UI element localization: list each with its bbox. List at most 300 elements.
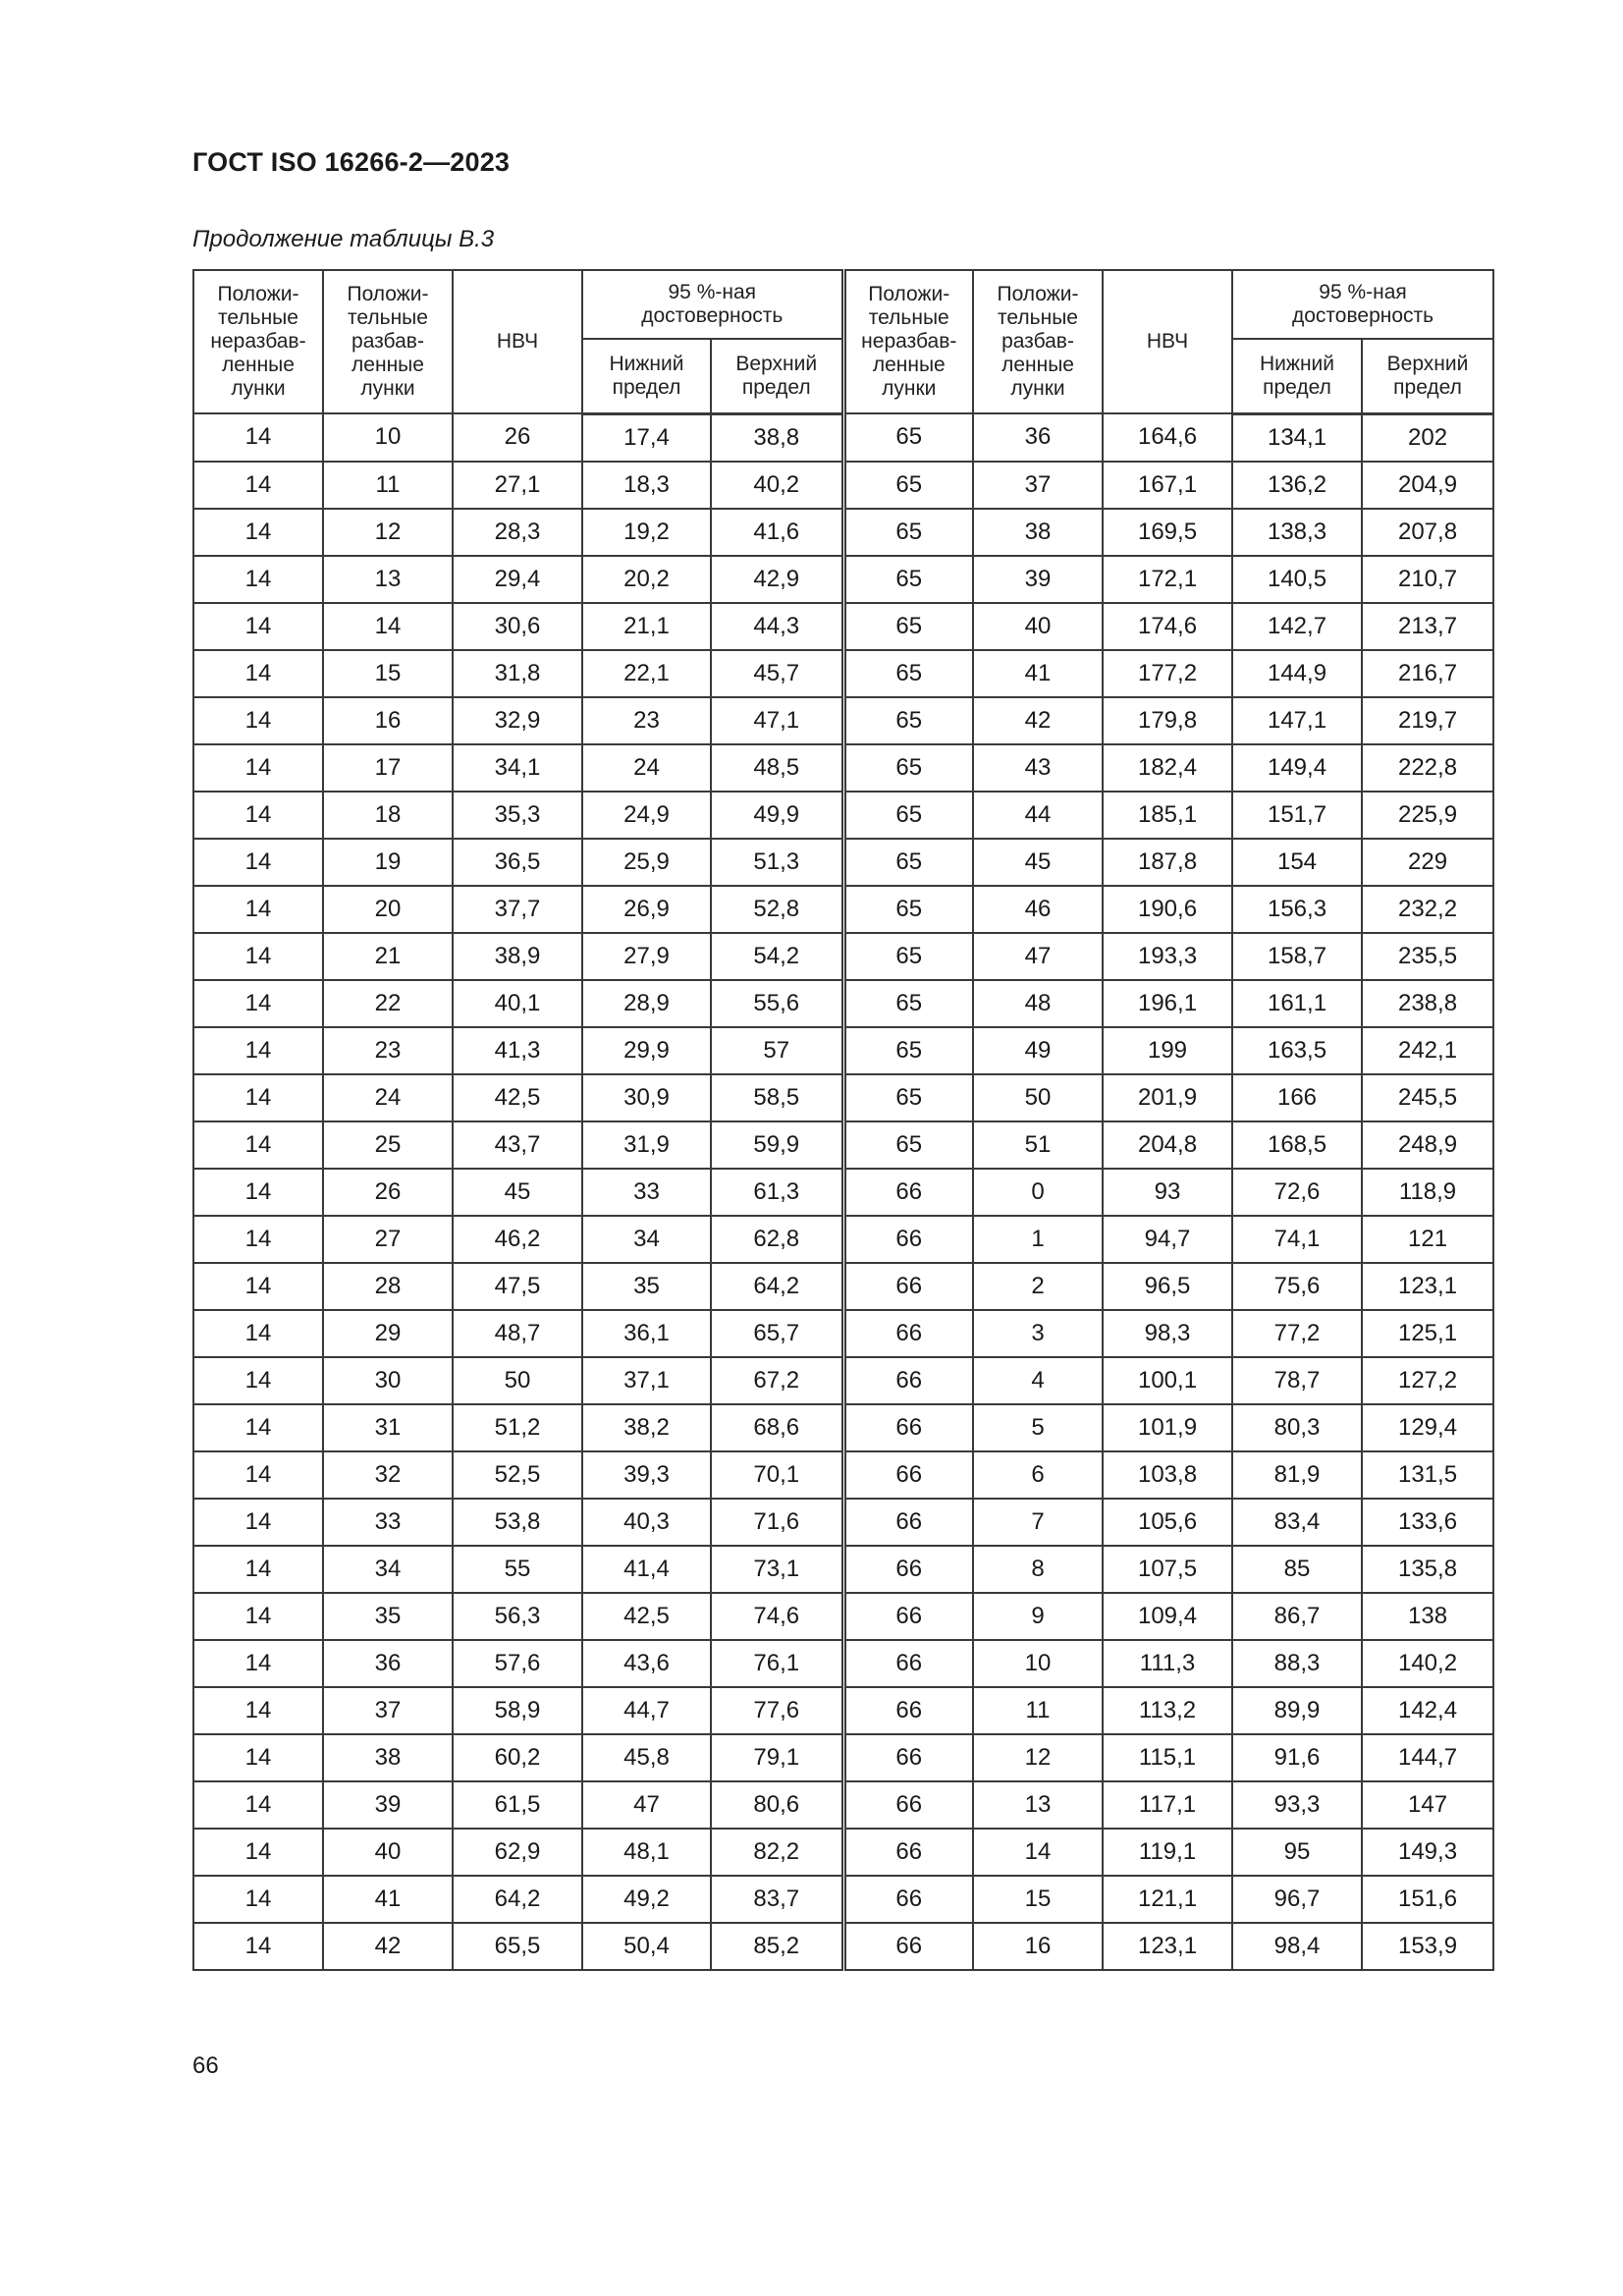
table-cell: 147,1 (1232, 697, 1362, 744)
table-cell: 140,2 (1362, 1640, 1493, 1687)
table-cell: 45 (453, 1169, 582, 1216)
table-cell: 65 (843, 980, 973, 1027)
table-cell: 49 (973, 1027, 1103, 1074)
table-cell: 133,6 (1362, 1499, 1493, 1546)
table-cell: 51,3 (711, 839, 843, 886)
table-cell: 39 (323, 1781, 453, 1829)
table-cell: 28 (323, 1263, 453, 1310)
table-cell: 31 (323, 1404, 453, 1451)
table-cell: 47,1 (711, 697, 843, 744)
table-cell: 47 (973, 933, 1103, 980)
table-cell: 15 (323, 650, 453, 697)
table-cell: 47,5 (453, 1263, 582, 1310)
table-row (193, 839, 1493, 886)
table-cell: 8 (973, 1546, 1103, 1593)
table-cell: 17 (323, 744, 453, 792)
table-cell: 210,7 (1362, 556, 1493, 603)
table-cell: 136,2 (1232, 462, 1362, 509)
table-cell: 43,7 (453, 1121, 582, 1169)
table-cell: 11 (973, 1687, 1103, 1734)
table-cell: 34,1 (453, 744, 582, 792)
table-cell: 50 (973, 1074, 1103, 1121)
table-cell: 77,2 (1232, 1310, 1362, 1357)
table-cell: 50 (453, 1357, 582, 1404)
table-cell: 232,2 (1362, 886, 1493, 933)
table-cell: 42 (323, 1923, 453, 1970)
table-cell: 62,8 (711, 1216, 843, 1263)
table-cell: 30,6 (453, 603, 582, 650)
table-cell: 66 (843, 1640, 973, 1687)
table-cell: 33 (582, 1169, 711, 1216)
table-cell: 75,6 (1232, 1263, 1362, 1310)
table-cell: 7 (973, 1499, 1103, 1546)
table-cell: 35 (582, 1263, 711, 1310)
table-cell: 1 (973, 1216, 1103, 1263)
table-cell: 14 (193, 556, 323, 603)
table-row (193, 1876, 1493, 1923)
header-upper-2: Верхний предел (1362, 339, 1493, 413)
table-row (193, 1027, 1493, 1074)
table-cell: 14 (193, 1263, 323, 1310)
table-row (193, 1593, 1493, 1640)
table-cell: 25 (323, 1121, 453, 1169)
table-cell: 190,6 (1103, 886, 1232, 933)
table-cell: 66 (843, 1923, 973, 1970)
table-cell: 14 (193, 603, 323, 650)
table-row (193, 1074, 1493, 1121)
table-cell: 14 (193, 839, 323, 886)
table-cell: 33 (323, 1499, 453, 1546)
table-cell: 14 (193, 462, 323, 509)
table-cell: 248,9 (1362, 1121, 1493, 1169)
table-cell: 216,7 (1362, 650, 1493, 697)
header-confidence: 95 %-ная достоверность (582, 270, 843, 339)
table-cell: 42,5 (453, 1074, 582, 1121)
table-cell: 144,9 (1232, 650, 1362, 697)
header-lower-2: Нижний предел (1232, 339, 1362, 413)
table-cell: 142,7 (1232, 603, 1362, 650)
table-cell: 158,7 (1232, 933, 1362, 980)
table-cell: 94,7 (1103, 1216, 1232, 1263)
table-cell: 44,7 (582, 1687, 711, 1734)
table-cell: 24 (323, 1074, 453, 1121)
table-cell: 117,1 (1103, 1781, 1232, 1829)
table-cell: 135,8 (1362, 1546, 1493, 1593)
table-cell: 177,2 (1103, 650, 1232, 697)
table-row (193, 556, 1493, 603)
table-cell: 66 (843, 1404, 973, 1451)
table-cell: 245,5 (1362, 1074, 1493, 1121)
table-cell: 29 (323, 1310, 453, 1357)
table-cell: 22,1 (582, 650, 711, 697)
table-cell: 25,9 (582, 839, 711, 886)
table-cell: 196,1 (1103, 980, 1232, 1027)
table-cell: 67,2 (711, 1357, 843, 1404)
table-cell: 49,9 (711, 792, 843, 839)
table-cell: 26 (323, 1169, 453, 1216)
table-cell: 37 (973, 462, 1103, 509)
table-row (193, 1687, 1493, 1734)
table-cell: 44 (973, 792, 1103, 839)
table-cell: 72,6 (1232, 1169, 1362, 1216)
table-row (193, 462, 1493, 509)
table-cell: 27,9 (582, 933, 711, 980)
table-cell: 27 (323, 1216, 453, 1263)
table-cell: 86,7 (1232, 1593, 1362, 1640)
table-cell: 127,2 (1362, 1357, 1493, 1404)
table-cell: 16 (323, 697, 453, 744)
table-cell: 93 (1103, 1169, 1232, 1216)
table-cell: 70,1 (711, 1451, 843, 1499)
table-cell: 65 (843, 556, 973, 603)
table-row (193, 980, 1493, 1027)
table-cell: 164,6 (1103, 413, 1232, 462)
table-cell: 48,1 (582, 1829, 711, 1876)
table-cell: 161,1 (1232, 980, 1362, 1027)
table-cell: 121,1 (1103, 1876, 1232, 1923)
table-cell: 131,5 (1362, 1451, 1493, 1499)
table-cell: 32 (323, 1451, 453, 1499)
table-cell: 28,3 (453, 509, 582, 556)
table-cell: 14 (193, 1121, 323, 1169)
table-cell: 149,3 (1362, 1829, 1493, 1876)
mpn-table (192, 269, 1494, 1971)
table-cell: 54,2 (711, 933, 843, 980)
table-cell: 31,8 (453, 650, 582, 697)
table-cell: 41,6 (711, 509, 843, 556)
table-cell: 14 (193, 1687, 323, 1734)
table-cell: 51,2 (453, 1404, 582, 1451)
table-cell: 58,5 (711, 1074, 843, 1121)
table-cell: 199 (1103, 1027, 1232, 1074)
table-cell: 66 (843, 1216, 973, 1263)
table-header (193, 270, 1493, 413)
table-row (193, 697, 1493, 744)
table-cell: 14 (193, 1169, 323, 1216)
table-cell: 65 (843, 933, 973, 980)
table-cell: 66 (843, 1781, 973, 1829)
table-cell: 22 (323, 980, 453, 1027)
table-cell: 52,8 (711, 886, 843, 933)
table-cell: 20 (323, 886, 453, 933)
table-cell: 66 (843, 1169, 973, 1216)
table-cell: 30,9 (582, 1074, 711, 1121)
header-confidence-2: 95 %-ная достоверность (1232, 270, 1493, 339)
table-cell: 23 (323, 1027, 453, 1074)
table-cell: 55,6 (711, 980, 843, 1027)
table-cell: 238,8 (1362, 980, 1493, 1027)
table-cell: 225,9 (1362, 792, 1493, 839)
table-cell: 79,1 (711, 1734, 843, 1781)
table-cell: 14 (323, 603, 453, 650)
data-table-container (192, 269, 1492, 1971)
table-cell: 31,9 (582, 1121, 711, 1169)
table-cell: 13 (323, 556, 453, 603)
table-cell: 80,3 (1232, 1404, 1362, 1451)
table-cell: 48,7 (453, 1310, 582, 1357)
table-cell: 61,5 (453, 1781, 582, 1829)
table-cell: 14 (193, 1404, 323, 1451)
table-cell: 35 (323, 1593, 453, 1640)
table-row (193, 1451, 1493, 1499)
table-cell: 147 (1362, 1781, 1493, 1829)
table-cell: 89,9 (1232, 1687, 1362, 1734)
table-cell: 49,2 (582, 1876, 711, 1923)
table-cell: 55 (453, 1546, 582, 1593)
table-cell: 100,1 (1103, 1357, 1232, 1404)
table-cell: 10 (323, 413, 453, 462)
table-row (193, 1169, 1493, 1216)
table-cell: 58,9 (453, 1687, 582, 1734)
table-cell: 42,9 (711, 556, 843, 603)
table-row (193, 650, 1493, 697)
table-cell: 14 (193, 650, 323, 697)
table-cell: 61,3 (711, 1169, 843, 1216)
table-cell: 45 (973, 839, 1103, 886)
table-row (193, 792, 1493, 839)
table-cell: 47 (582, 1781, 711, 1829)
table-cell: 26 (453, 413, 582, 462)
table-row (193, 1357, 1493, 1404)
table-cell: 65 (843, 462, 973, 509)
table-cell: 14 (193, 933, 323, 980)
table-cell: 138 (1362, 1593, 1493, 1640)
table-cell: 65 (843, 886, 973, 933)
table-cell: 19,2 (582, 509, 711, 556)
table-cell: 2 (973, 1263, 1103, 1310)
table-cell: 42 (973, 697, 1103, 744)
table-row (193, 1121, 1493, 1169)
table-cell: 65 (843, 792, 973, 839)
table-cell: 65 (843, 839, 973, 886)
table-cell: 119,1 (1103, 1829, 1232, 1876)
table-body (193, 413, 1493, 1970)
table-cell: 19 (323, 839, 453, 886)
table-cell: 37,1 (582, 1357, 711, 1404)
table-cell: 65 (843, 413, 973, 462)
table-cell: 0 (973, 1169, 1103, 1216)
table-cell: 154 (1232, 839, 1362, 886)
table-cell: 26,9 (582, 886, 711, 933)
table-cell: 91,6 (1232, 1734, 1362, 1781)
table-cell: 105,6 (1103, 1499, 1232, 1546)
table-cell: 32,9 (453, 697, 582, 744)
table-cell: 65 (843, 603, 973, 650)
table-row (193, 1923, 1493, 1970)
table-cell: 118,9 (1362, 1169, 1493, 1216)
table-cell: 125,1 (1362, 1310, 1493, 1357)
table-cell: 56,3 (453, 1593, 582, 1640)
table-cell: 14 (193, 744, 323, 792)
table-cell: 14 (193, 1876, 323, 1923)
table-cell: 42,5 (582, 1593, 711, 1640)
table-cell: 38,8 (711, 413, 843, 462)
table-cell: 24,9 (582, 792, 711, 839)
table-cell: 14 (193, 1734, 323, 1781)
header-pos-diluted-2: Положи- тельные разбав- ленные лунки (973, 270, 1103, 413)
table-cell: 179,8 (1103, 697, 1232, 744)
table-cell: 103,8 (1103, 1451, 1232, 1499)
table-cell: 27,1 (453, 462, 582, 509)
table-cell: 65,5 (453, 1923, 582, 1970)
table-cell: 93,3 (1232, 1781, 1362, 1829)
table-cell: 115,1 (1103, 1734, 1232, 1781)
table-cell: 14 (193, 1829, 323, 1876)
table-cell: 36,5 (453, 839, 582, 886)
header-mpn: НВЧ (453, 270, 582, 413)
table-cell: 219,7 (1362, 697, 1493, 744)
table-cell: 64,2 (453, 1876, 582, 1923)
header-lower: Нижний предел (582, 339, 711, 413)
table-caption: Продолжение таблицы В.3 (192, 226, 495, 252)
table-row (193, 1640, 1493, 1687)
table-cell: 14 (193, 1781, 323, 1829)
table-cell: 23 (582, 697, 711, 744)
table-cell: 48 (973, 980, 1103, 1027)
table-row (193, 1546, 1493, 1593)
table-cell: 14 (193, 1357, 323, 1404)
table-cell: 64,2 (711, 1263, 843, 1310)
table-cell: 18,3 (582, 462, 711, 509)
table-row (193, 1404, 1493, 1451)
table-cell: 14 (193, 1216, 323, 1263)
table-cell: 213,7 (1362, 603, 1493, 650)
table-row (193, 1734, 1493, 1781)
header-mpn-2: НВЧ (1103, 270, 1232, 413)
table-cell: 41 (323, 1876, 453, 1923)
table-cell: 134,1 (1232, 413, 1362, 462)
table-cell: 16 (973, 1923, 1103, 1970)
table-cell: 166 (1232, 1074, 1362, 1121)
table-cell: 3 (973, 1310, 1103, 1357)
table-cell: 66 (843, 1734, 973, 1781)
table-cell: 29,9 (582, 1027, 711, 1074)
table-cell: 14 (193, 1451, 323, 1499)
table-cell: 66 (843, 1546, 973, 1593)
table-cell: 34 (323, 1546, 453, 1593)
table-cell: 96,5 (1103, 1263, 1232, 1310)
table-cell: 40,2 (711, 462, 843, 509)
table-cell: 142,4 (1362, 1687, 1493, 1734)
table-cell: 71,6 (711, 1499, 843, 1546)
table-cell: 46,2 (453, 1216, 582, 1263)
table-row (193, 1310, 1493, 1357)
table-cell: 14 (193, 1640, 323, 1687)
table-cell: 45,8 (582, 1734, 711, 1781)
table-cell: 66 (843, 1829, 973, 1876)
table-cell: 151,6 (1362, 1876, 1493, 1923)
table-cell: 144,7 (1362, 1734, 1493, 1781)
table-cell: 242,1 (1362, 1027, 1493, 1074)
table-cell: 96,7 (1232, 1876, 1362, 1923)
table-cell: 204,9 (1362, 462, 1493, 509)
header-pos-undiluted: Положи- тельные неразбав- ленные лунки (193, 270, 323, 413)
table-cell: 76,1 (711, 1640, 843, 1687)
table-cell: 83,4 (1232, 1499, 1362, 1546)
table-cell: 65 (843, 1027, 973, 1074)
table-cell: 65 (843, 744, 973, 792)
table-cell: 73,1 (711, 1546, 843, 1593)
table-cell: 222,8 (1362, 744, 1493, 792)
table-cell: 107,5 (1103, 1546, 1232, 1593)
table-cell: 123,1 (1362, 1263, 1493, 1310)
table-cell: 45,7 (711, 650, 843, 697)
table-cell: 77,6 (711, 1687, 843, 1734)
table-cell: 14 (193, 509, 323, 556)
page-number: 66 (192, 2052, 219, 2079)
table-cell: 14 (193, 1546, 323, 1593)
table-cell: 21 (323, 933, 453, 980)
table-cell: 53,8 (453, 1499, 582, 1546)
table-row (193, 886, 1493, 933)
table-cell: 60,2 (453, 1734, 582, 1781)
table-cell: 81,9 (1232, 1451, 1362, 1499)
table-cell: 229 (1362, 839, 1493, 886)
table-cell: 121 (1362, 1216, 1493, 1263)
table-cell: 57 (711, 1027, 843, 1074)
table-cell: 66 (843, 1687, 973, 1734)
table-cell: 65 (843, 1121, 973, 1169)
table-cell: 5 (973, 1404, 1103, 1451)
table-cell: 14 (193, 1499, 323, 1546)
table-cell: 24 (582, 744, 711, 792)
table-cell: 13 (973, 1781, 1103, 1829)
table-cell: 43,6 (582, 1640, 711, 1687)
table-cell: 40,3 (582, 1499, 711, 1546)
table-cell: 41,4 (582, 1546, 711, 1593)
table-cell: 14 (193, 792, 323, 839)
table-cell: 40 (973, 603, 1103, 650)
table-row (193, 744, 1493, 792)
table-cell: 98,3 (1103, 1310, 1232, 1357)
table-row (193, 933, 1493, 980)
table-cell: 88,3 (1232, 1640, 1362, 1687)
table-cell: 14 (193, 1310, 323, 1357)
table-cell: 57,6 (453, 1640, 582, 1687)
table-cell: 4 (973, 1357, 1103, 1404)
table-row (193, 413, 1493, 462)
table-cell: 74,1 (1232, 1216, 1362, 1263)
table-cell: 35,3 (453, 792, 582, 839)
table-cell: 185,1 (1103, 792, 1232, 839)
table-cell: 14 (193, 1027, 323, 1074)
table-cell: 21,1 (582, 603, 711, 650)
table-row (193, 1216, 1493, 1263)
table-cell: 17,4 (582, 413, 711, 462)
table-cell: 38,2 (582, 1404, 711, 1451)
table-cell: 46 (973, 886, 1103, 933)
table-cell: 48,5 (711, 744, 843, 792)
table-cell: 39,3 (582, 1451, 711, 1499)
table-cell: 138,3 (1232, 509, 1362, 556)
header-upper: Верхний предел (711, 339, 843, 413)
table-cell: 29,4 (453, 556, 582, 603)
table-cell: 20,2 (582, 556, 711, 603)
table-cell: 85 (1232, 1546, 1362, 1593)
table-cell: 202 (1362, 413, 1493, 462)
table-cell: 14 (193, 413, 323, 462)
table-cell: 187,8 (1103, 839, 1232, 886)
table-cell: 36,1 (582, 1310, 711, 1357)
table-cell: 201,9 (1103, 1074, 1232, 1121)
table-row (193, 509, 1493, 556)
table-cell: 140,5 (1232, 556, 1362, 603)
table-row (193, 1263, 1493, 1310)
table-cell: 123,1 (1103, 1923, 1232, 1970)
table-cell: 12 (323, 509, 453, 556)
table-cell: 95 (1232, 1829, 1362, 1876)
table-cell: 66 (843, 1593, 973, 1640)
